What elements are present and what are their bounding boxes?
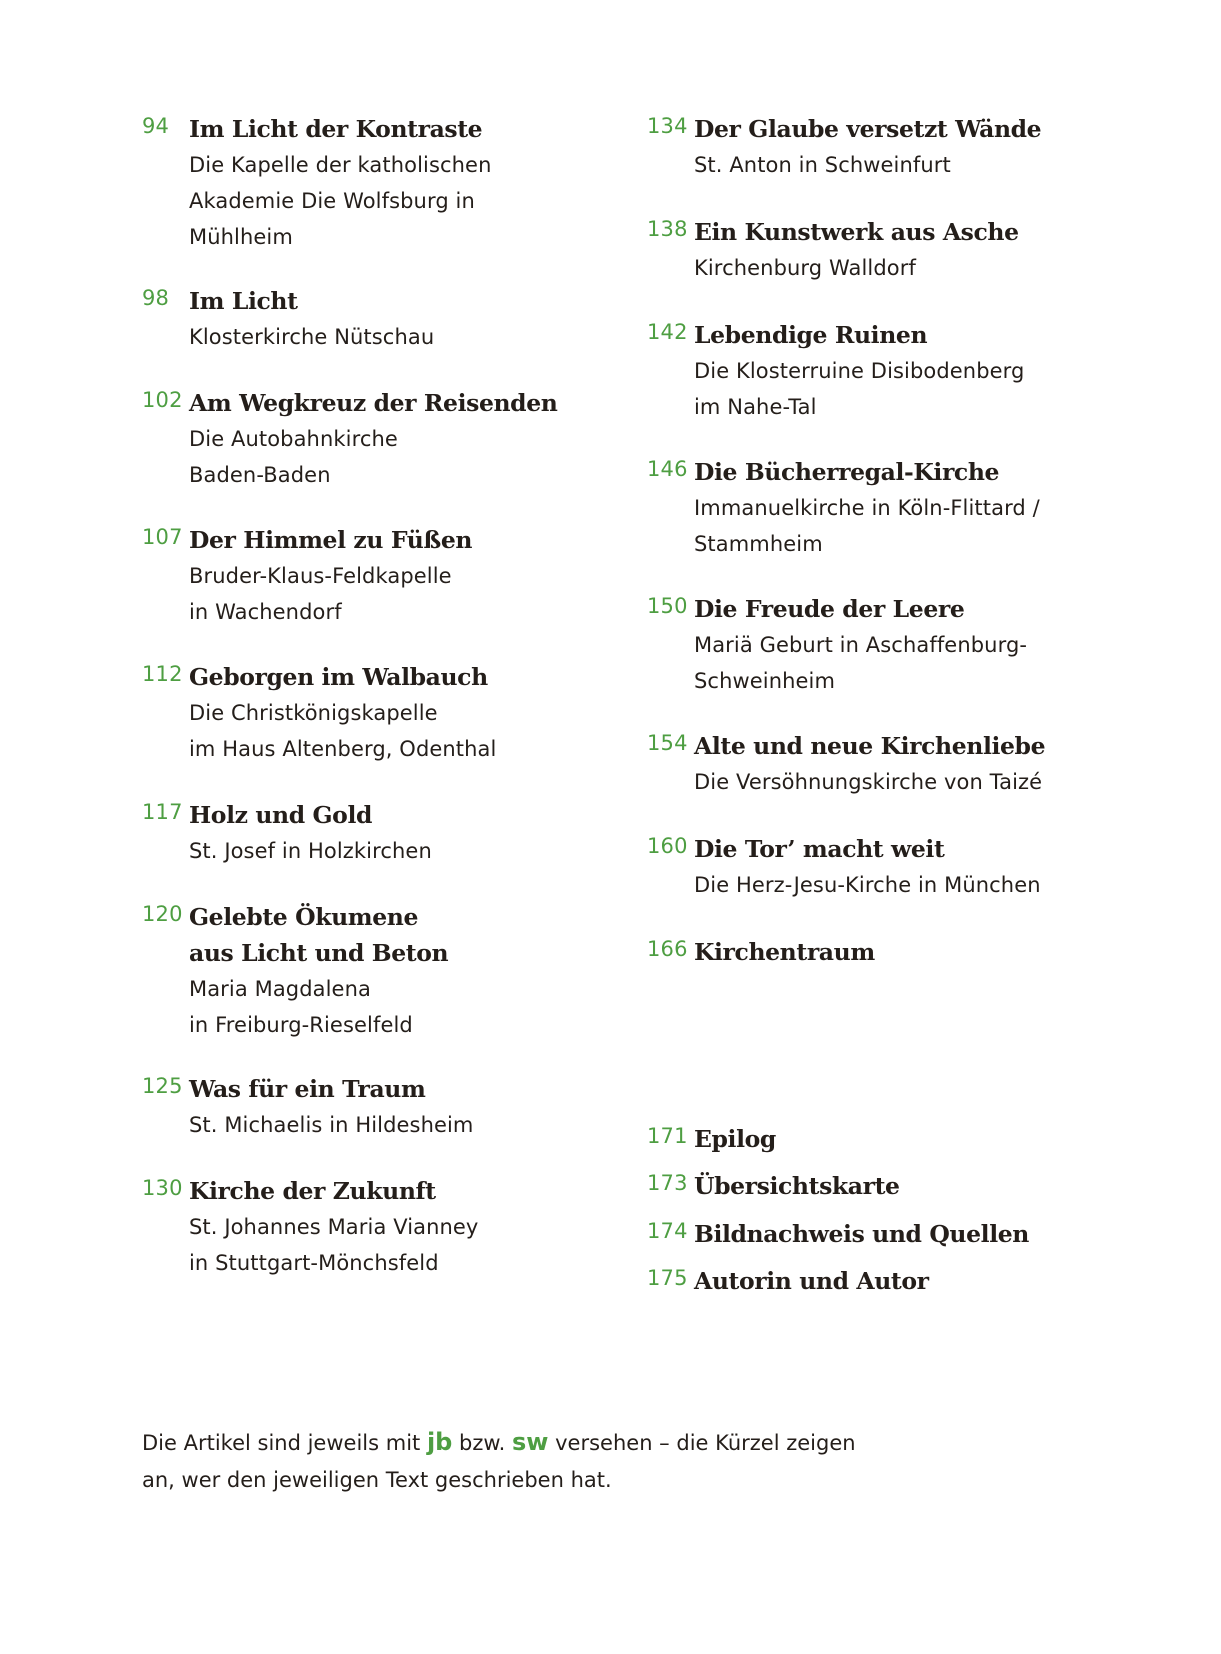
page-number: 94 bbox=[142, 114, 170, 138]
page-number: 146 bbox=[647, 457, 688, 481]
page-number: 120 bbox=[142, 902, 183, 926]
entry-subtitle: Schweinheim bbox=[694, 669, 836, 693]
toc-entry[interactable] bbox=[647, 934, 1214, 970]
entry-subtitle: in Wachendorf bbox=[189, 600, 342, 624]
entry-title: Kirche der Zukunft bbox=[189, 1177, 436, 1205]
page-number: 174 bbox=[647, 1219, 688, 1243]
page-number: 175 bbox=[647, 1266, 688, 1290]
toc-entry[interactable] bbox=[142, 385, 639, 493]
author-abbreviation-note bbox=[142, 1424, 902, 1499]
toc-entry[interactable] bbox=[647, 831, 1214, 903]
toc-entry[interactable] bbox=[647, 111, 1214, 183]
entry-title: Die Bücherregal-Kirche bbox=[694, 458, 1000, 486]
entry-subtitle: St. Johannes Maria Vianney bbox=[189, 1215, 479, 1239]
entry-title: Holz und Gold bbox=[189, 801, 373, 829]
page-number: 150 bbox=[647, 594, 688, 618]
toc-entry[interactable] bbox=[647, 1216, 1214, 1252]
page-number: 134 bbox=[647, 114, 688, 138]
note-text: bzw. bbox=[452, 1431, 512, 1455]
entry-subtitle: Die Christkönigskapelle bbox=[189, 701, 438, 725]
page-number: 98 bbox=[142, 286, 170, 310]
page-number: 173 bbox=[647, 1171, 688, 1195]
page-number: 130 bbox=[142, 1176, 183, 1200]
toc-entry[interactable] bbox=[142, 899, 639, 1043]
entry-subtitle: Maria Magdalena bbox=[189, 977, 371, 1001]
toc-entry[interactable] bbox=[647, 214, 1214, 286]
toc-entry[interactable] bbox=[647, 591, 1214, 699]
entry-title: Lebendige Ruinen bbox=[694, 321, 928, 349]
page-number: 166 bbox=[647, 937, 688, 961]
entry-title: Kirchentraum bbox=[694, 938, 875, 966]
entry-subtitle: Mühlheim bbox=[189, 225, 293, 249]
entry-subtitle: Die Autobahnkirche bbox=[189, 427, 398, 451]
entry-subtitle: Die Klosterruine Disibodenberg bbox=[694, 359, 1025, 383]
entry-title: Im Licht der Kontraste bbox=[189, 115, 483, 143]
entry-title: Autorin und Autor bbox=[694, 1267, 929, 1295]
entry-title: Gelebte Ökumene bbox=[189, 903, 419, 931]
toc-entry[interactable] bbox=[647, 728, 1214, 800]
entry-title: Übersichtskarte bbox=[694, 1172, 900, 1200]
toc-entry[interactable] bbox=[647, 1121, 1214, 1157]
entry-subtitle: St. Josef in Holzkirchen bbox=[189, 839, 432, 863]
page-number: 107 bbox=[142, 525, 183, 549]
page-number: 138 bbox=[647, 217, 688, 241]
page-number: 160 bbox=[647, 834, 688, 858]
toc-entry[interactable] bbox=[647, 1263, 1214, 1299]
entry-title: Alte und neue Kirchenliebe bbox=[694, 732, 1046, 760]
entry-subtitle: Kirchenburg Walldorf bbox=[694, 256, 916, 280]
entry-title: Am Wegkreuz der Reisenden bbox=[189, 389, 558, 417]
entry-subtitle: Die Versöhnungskirche von Taizé bbox=[694, 770, 1043, 794]
abbr-sw: sw bbox=[511, 1428, 549, 1456]
note-text: an, wer den jeweiligen Text geschrieben hat. bbox=[142, 1468, 612, 1492]
entry-subtitle: Klosterkirche Nütschau bbox=[189, 325, 435, 349]
toc-entry[interactable] bbox=[142, 111, 639, 255]
entry-title: Die Tor’ macht weit bbox=[694, 835, 945, 863]
toc-entry[interactable] bbox=[647, 317, 1214, 425]
toc-entry[interactable] bbox=[647, 1168, 1214, 1204]
entry-subtitle: Die Herz-Jesu-Kirche in München bbox=[694, 873, 1041, 897]
entry-title-continued: aus Licht und Beton bbox=[189, 939, 449, 967]
entry-title: Geborgen im Walbauch bbox=[189, 663, 488, 691]
toc-entry[interactable] bbox=[647, 454, 1214, 562]
page-number: 125 bbox=[142, 1074, 183, 1098]
page-number: 154 bbox=[647, 731, 688, 755]
entry-subtitle: im Nahe-Tal bbox=[694, 395, 817, 419]
entry-title: Ein Kunstwerk aus Asche bbox=[694, 218, 1019, 246]
entry-subtitle: in Stuttgart-Mönchsfeld bbox=[189, 1251, 439, 1275]
toc-entry[interactable] bbox=[142, 522, 639, 630]
entry-subtitle: Mariä Geburt in Aschaffenburg- bbox=[694, 633, 1028, 657]
toc-entry[interactable] bbox=[142, 797, 639, 869]
note-text: Die Artikel sind jeweils mit bbox=[142, 1431, 427, 1455]
entry-subtitle: im Haus Altenberg, Odenthal bbox=[189, 737, 497, 761]
entry-title: Der Himmel zu Füßen bbox=[189, 526, 473, 554]
toc-entry[interactable] bbox=[142, 1071, 639, 1143]
entry-title: Im Licht bbox=[189, 287, 298, 315]
toc-entry[interactable] bbox=[142, 283, 639, 355]
note-text: versehen – die Kürzel zeigen bbox=[548, 1431, 856, 1455]
entry-subtitle: Baden-Baden bbox=[189, 463, 331, 487]
entry-subtitle: St. Anton in Schweinfurt bbox=[694, 153, 951, 177]
page-number: 171 bbox=[647, 1124, 688, 1148]
page-number: 102 bbox=[142, 388, 183, 412]
abbr-jb: jb bbox=[426, 1428, 453, 1456]
entry-subtitle: Die Kapelle der katholischen bbox=[189, 153, 492, 177]
entry-subtitle: Akademie Die Wolfsburg in bbox=[189, 189, 475, 213]
entry-subtitle: in Freiburg-Rieselfeld bbox=[189, 1013, 413, 1037]
entry-title: Was für ein Traum bbox=[189, 1075, 426, 1103]
entry-title: Bildnachweis und Quellen bbox=[694, 1220, 1029, 1248]
entry-title: Die Freude der Leere bbox=[694, 595, 965, 623]
entry-subtitle: Bruder-Klaus-Feldkapelle bbox=[189, 564, 452, 588]
entry-title: Der Glaube versetzt Wände bbox=[694, 115, 1042, 143]
entry-title: Epilog bbox=[694, 1125, 776, 1153]
entry-subtitle: Immanuelkirche in Köln-Flittard / bbox=[694, 496, 1040, 520]
page-number: 117 bbox=[142, 800, 183, 824]
page-number: 112 bbox=[142, 662, 183, 686]
entry-subtitle: Stammheim bbox=[694, 532, 823, 556]
entry-subtitle: St. Michaelis in Hildesheim bbox=[189, 1113, 474, 1137]
toc-entry[interactable] bbox=[142, 1173, 639, 1281]
toc-entry[interactable] bbox=[142, 659, 639, 767]
page-number: 142 bbox=[647, 320, 688, 344]
